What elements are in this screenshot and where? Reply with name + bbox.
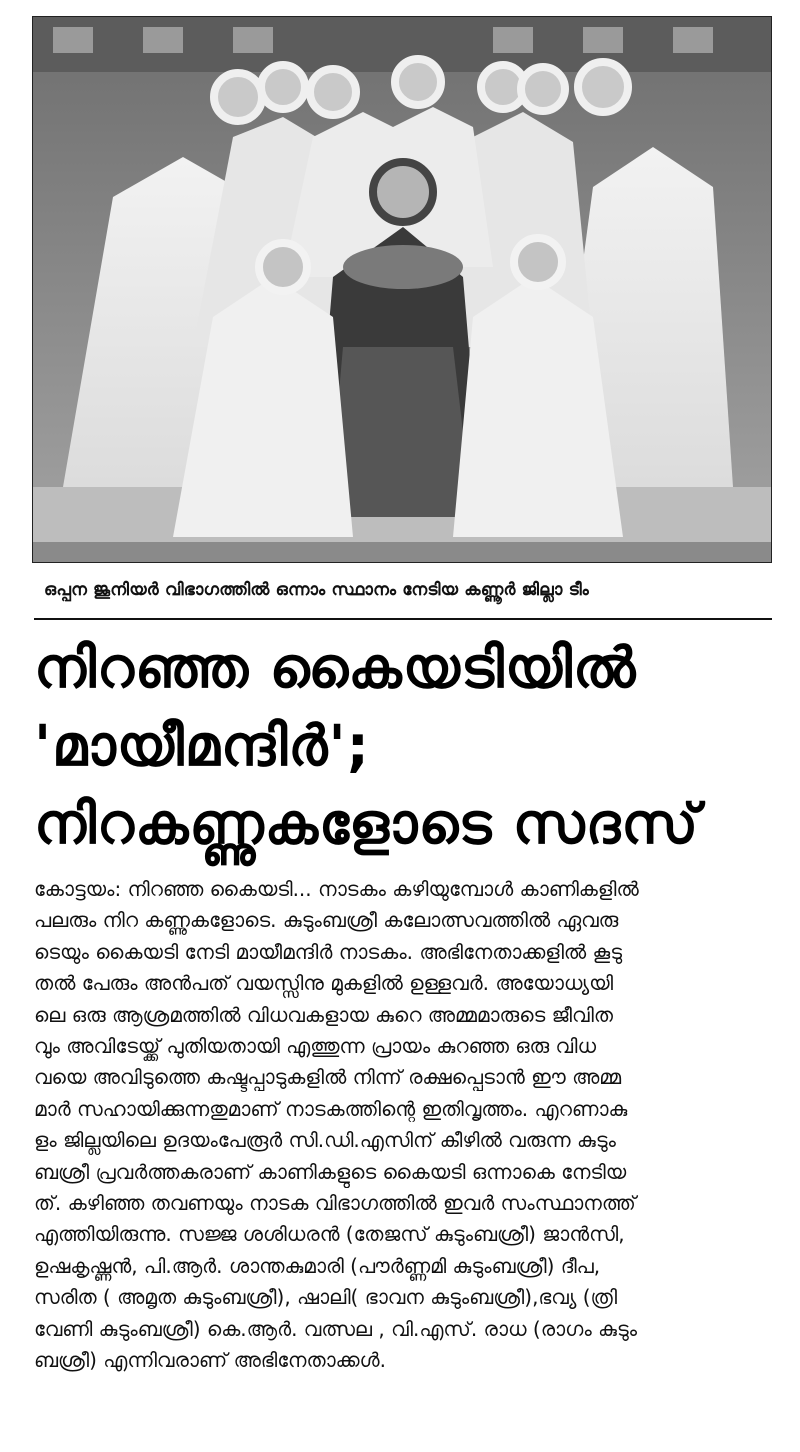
body-line: തൽ പേരും അൻപത് വയസ്സിനു മുകളിൽ ഉള്ളവർ. അയോധ്യയി [34, 971, 614, 996]
headline-line-3: നിറകണ്ണുകളോടെ സദസ് [34, 792, 700, 857]
divider-rule [34, 618, 772, 620]
headline-line-2: 'മായീമന്ദിർ'; [34, 714, 371, 779]
body-line: കോട്ടയം: നിറഞ്ഞ കൈയടി... നാടകം കഴിയുമ്പോൾ കാണികളിൽ [34, 877, 639, 901]
body-line: ഉഷകൃഷ്ണൻ, പി.ആർ. ശാന്തകുമാരി (പൗർണ്ണമി കുടുംബശ്രീ) ദീപ, [34, 1253, 601, 1278]
body-line: ബശ്രീ പ്രവർത്തകരാണ് കാണികളുടെ കൈയടി ഒന്നാകെ നേടിയ [34, 1159, 627, 1184]
headline-line-1: നിറഞ്ഞ കൈയടിയിൽ [34, 636, 637, 701]
body-line: വയെ അവിടുത്തെ കഷ്ടപ്പാടുകളിൽ നിന്ന് രക്ഷപ്പെടാൻ ഈ അമ്മ [34, 1065, 622, 1090]
body-line: ലെ ഒരു ആശ്രമത്തിൽ വിധവകളായ കുറെ അമ്മമാരുടെ ജീവിത [34, 1002, 613, 1027]
body-line: സരിത ( അമൃത കുടുംബശ്രീ), ഷാലി( ഭാവന കുടുംബശ്രീ),ഭവ്യ (ത്രി [34, 1285, 618, 1310]
body-line: ടെയും കൈയടി നേടി മായീമന്ദിർ നാടകം. അഭിനേതാക്കളിൽ കൂടു [34, 939, 623, 964]
body-line: ത്. കഴിഞ്ഞ തവണയും നാടക വിഭാഗത്തിൽ ഇവർ സംസ്ഥാനത്ത് [34, 1191, 636, 1216]
body-line: ളം ജില്ലയിലെ ഉദയംപേരൂർ സി.ഡി.എസിന് കീഴിൽ വരുന്ന കുടും [34, 1128, 616, 1153]
photo-caption: ഒപ്പന ജൂനിയർ വിഭാഗത്തിൽ ഒന്നാം സ്ഥാനം നേടിയ കണ്ണൂർ ജില്ലാ ടീം [44, 580, 589, 600]
body-line: മാർ സഹായിക്കുന്നതുമാണ് നാടകത്തിന്റെ ഇതിവൃത്തം. എറണാകു [34, 1096, 628, 1121]
news-photo [32, 16, 772, 563]
body-line: പലരും നിറ കണ്ണുകളോടെ. കുടുംബശ്രീ കലോത്സവത്തിൽ ഏവരു [34, 908, 619, 933]
oppana-team-photo [33, 17, 771, 562]
body-line: ബശ്രീ) എന്നിവരാണ് അഭിനേതാക്കൾ. [34, 1348, 386, 1373]
body-line: എത്തിയിരുന്നു. സജ്ജ ശശിധരൻ (തേജസ് കുടുംബശ്രീ) ജാൻസി, [34, 1222, 625, 1247]
article-body [34, 874, 772, 1377]
body-line: വേണി കുടുംബശ്രീ) കെ.ആർ. വത്സല , വി.എസ്. രാധ (രാഗം കുടും [34, 1316, 638, 1341]
headline [34, 630, 774, 864]
body-line: വും അവിടേയ്ക്ക് പുതിയതായി എത്തുന്ന പ്രായം കുറഞ്ഞ ഒരു വിധ [34, 1034, 597, 1059]
